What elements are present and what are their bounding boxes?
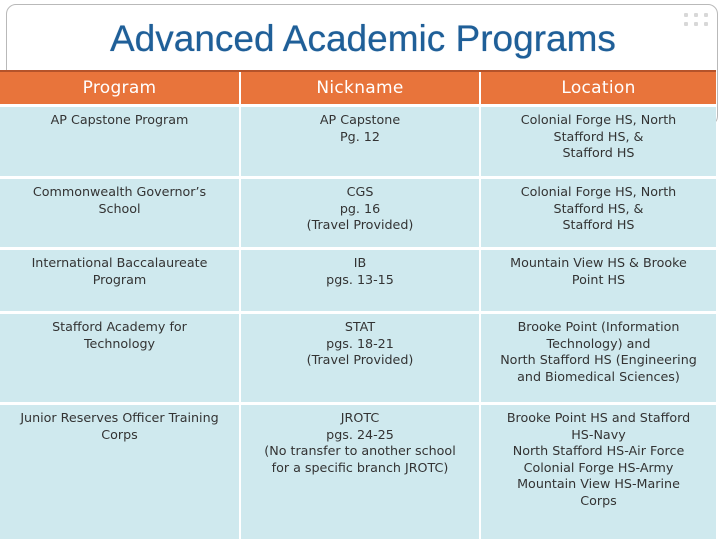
program-cell	[0, 404, 240, 540]
location-cell	[480, 106, 716, 178]
nickname-cell	[240, 178, 480, 249]
program-nickname: AP Capstone Pg. 12	[319, 112, 401, 144]
nickname-cell	[240, 404, 480, 540]
program-name: International Baccalaureate Program	[31, 255, 208, 287]
table-row	[0, 249, 716, 313]
table-row	[0, 313, 716, 404]
program-location: Brooke Point (Information Technology) and North Stafford HS (Engineering and Biomedical Sciences)	[500, 319, 697, 384]
nickname-cell	[240, 249, 480, 313]
program-location: Colonial Forge HS, North Stafford HS, & Stafford HS	[520, 184, 677, 232]
program-name: Junior Reserves Officer Training Corps	[20, 410, 219, 442]
programs-table	[0, 70, 716, 539]
program-location: Colonial Forge HS, North Stafford HS, & Stafford HS	[520, 112, 677, 160]
program-nickname: STAT pgs. 18-21 (Travel Provided)	[306, 319, 414, 367]
program-nickname: JROTC pgs. 24-25 (No transfer to another school for a specific branch JROTC)	[264, 410, 456, 475]
program-location: Mountain View HS & Brooke Point HS	[510, 255, 687, 287]
program-name: Commonwealth Governor’s School	[32, 184, 207, 216]
program-name: AP Capstone Program	[50, 112, 189, 127]
nickname-cell	[240, 313, 480, 404]
page-title: Advanced Academic Programs	[110, 18, 616, 59]
header-program: Program	[0, 71, 240, 106]
table-header-row	[0, 71, 716, 106]
program-cell	[0, 178, 240, 249]
header-location: Location	[480, 71, 716, 106]
header-nickname: Nickname	[240, 71, 480, 106]
program-location: Brooke Point HS and Stafford HS-Navy North Stafford HS-Air Force Colonial Forge HS-Army Mountain View HS-Marine Corps	[506, 410, 691, 508]
location-cell	[480, 178, 716, 249]
program-name: Stafford Academy for Technology	[52, 319, 187, 351]
table-row	[0, 106, 716, 178]
location-cell	[480, 404, 716, 540]
table-row	[0, 178, 716, 249]
program-cell	[0, 249, 240, 313]
program-nickname: CGS pg. 16 (Travel Provided)	[306, 184, 414, 232]
nickname-cell	[240, 106, 480, 178]
program-nickname: IB pgs. 13-15	[326, 255, 394, 287]
program-cell	[0, 106, 240, 178]
location-cell	[480, 249, 716, 313]
location-cell	[480, 313, 716, 404]
table-row	[0, 404, 716, 540]
program-cell	[0, 313, 240, 404]
